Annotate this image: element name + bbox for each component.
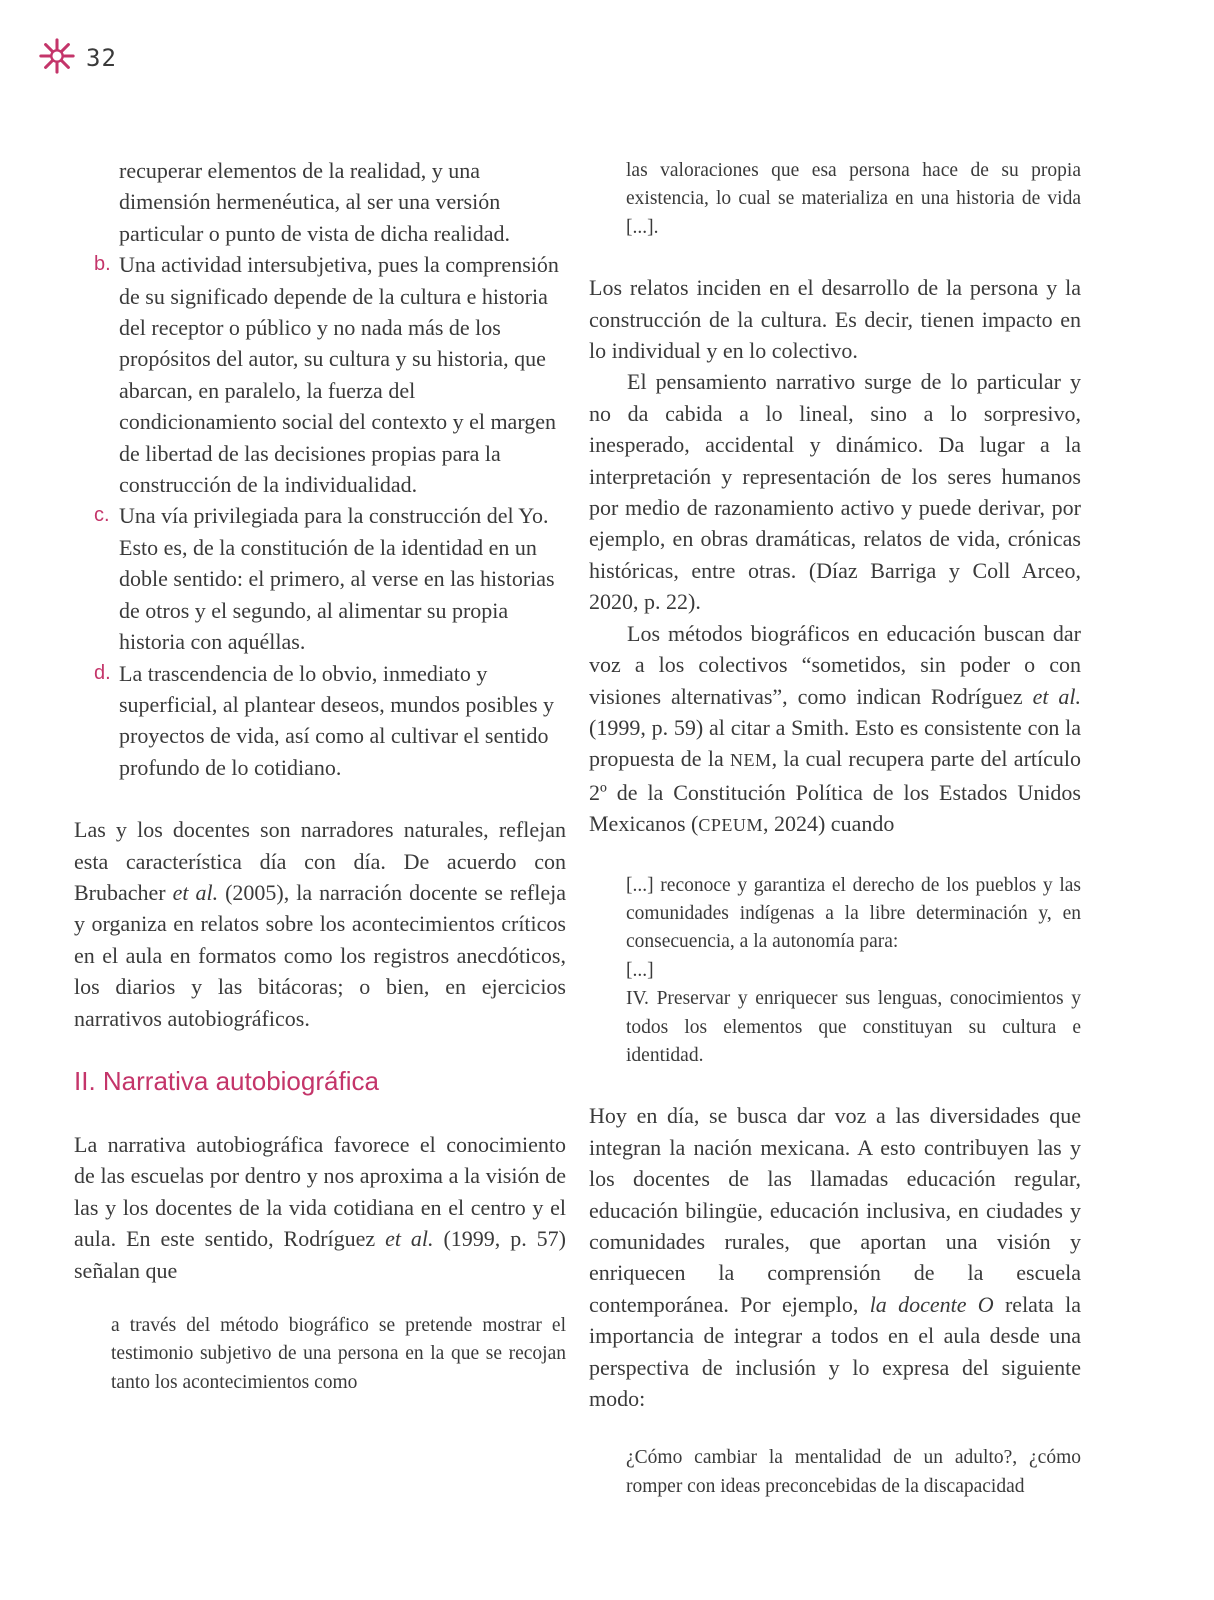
- text-span: Hoy en día, se busca dar voz a las diversidades que integran la nación mexicana. A esto contribuyen las y los docentes de las llamadas educación regular, educación bilingüe, educación inclusiva, en ciudades y comunidades rurales, que aportan una visión y enriquecen la comprensión de la escuela contemporánea. Por ejemplo,: [589, 1103, 1081, 1317]
- list-item-b: [74, 249, 566, 500]
- list-letter-c: c.: [94, 504, 110, 527]
- paragraph-narradores: [74, 814, 566, 1034]
- text-span: Las y los docentes son narradores naturales, reflejan esta característica día con día. De acuerdo con Brubacher: [74, 817, 566, 905]
- acronym-nem: NEM: [730, 750, 772, 771]
- block-quote-metodo-biografico: a través del método biográfico se pretende mostrar el testimonio subjetivo de una persona en la que se recojan tanto los acontecimientos como: [111, 1315, 566, 1393]
- list-item-d-text: La trascendencia de lo obvio, inmediato y superficial, al plantear deseos, mundos posibles y proyectos de vida, así como al cultivar el sentido profundo de lo cotidiano.: [119, 660, 555, 780]
- page-number: 32: [86, 44, 117, 72]
- right-column: [589, 155, 1081, 1501]
- paragraph-metodos-biograficos: [589, 618, 1081, 842]
- text-span: , 2024) cuando: [762, 811, 895, 837]
- italic-span: et al.: [172, 879, 219, 905]
- acronym-cpeum: CPEUM: [698, 815, 763, 836]
- page-header: [38, 38, 117, 78]
- list-letter-d: d.: [94, 661, 111, 684]
- text-span: La narrativa autobiográfica favorece el conocimiento de las escuelas por dentro y nos aproxima a la visión de las y los docentes de la vida cotidiana en el centro y el aula. En este sentido, Rodríguez: [74, 1131, 566, 1252]
- text-span: , la cual recupera parte del artículo 2º de la Constitución Política de los Estados Unidos Mexicanos (: [589, 746, 1081, 837]
- list-item-b-text: Una actividad intersubjetiva, pues la comprensión de su significado depende de la cultura e historia del receptor o público y no nada más de los propósitos del autor, su cultura y su historia, que abarcan, en paralelo, la fuerza del condicionamiento social del contexto y el margen de libertad de las decisiones propias para la construcción de la individualidad.: [119, 252, 559, 498]
- section-heading: II. Narrativa autobiográfica: [74, 1065, 379, 1096]
- paragraph-diversidades: [589, 1100, 1081, 1414]
- italic-span: la docente O: [869, 1291, 994, 1317]
- quote-line: [...] reconoce y garantiza el derecho de los pueblos y las comunidades indígenas a la libre determinación y, en consecuencia, a la autonomía para:: [626, 874, 1081, 953]
- paragraph-pensamiento-narrativo: El pensamiento narrativo surge de lo particular y no da cabida a lo lineal, sino a lo sorpresivo, inesperado, accidental y dinámico. Da lugar a la interpretación y representación de los seres humanos por medio de razonamiento activo y puede derivar, por ejemplo, en obras dramáticas, relatos de vida, crónicas históricas, entre otras. (Díaz Barriga y Coll Arceo, 2020, p. 22).: [589, 369, 1081, 615]
- text-span: Los métodos biográficos en educación buscan dar voz a los colectivos “sometidos, sin poder o con visiones alternativas”, como indican Rodríguez: [589, 620, 1081, 709]
- left-column: [74, 155, 566, 1397]
- paragraph-narrativa-autobiografica: [74, 1129, 566, 1286]
- list-item-a-continuation: recuperar elementos de la realidad, y una dimensión hermenéutica, al ser una versión particular o punto de vista de dicha realidad.: [119, 158, 510, 246]
- block-quote-mentalidad: ¿Cómo cambiar la mentalidad de un adulto?, ¿cómo romper con ideas preconcebidas de la discapacidad: [626, 1447, 1081, 1497]
- italic-span: et al.: [385, 1226, 434, 1252]
- quote-ellipsis: [...]: [626, 959, 654, 981]
- block-quote-constitucion: [589, 872, 1081, 1071]
- text-span: (1999, p. 57) señalan que: [74, 1226, 566, 1283]
- text-span: (2005), la narración docente se refleja y organiza en relatos sobre los acontecimientos críticos en el aula en formatos como los registros anecdóticos, los diarios y las bitácoras; o bien, en ejercicios narrativos autobiográficos.: [74, 879, 566, 1031]
- block-quote-continuation: las valoraciones que esa persona hace de su propia existencia, lo cual se materializa en una historia de vida [...].: [626, 160, 1081, 238]
- asterisk-flower-icon: [38, 37, 76, 80]
- list-item-d: [74, 658, 566, 784]
- list-item-c-text: Una vía privilegiada para la construcción del Yo. Esto es, de la constitución de la identidad en un doble sentido: el primero, al verse en las historias de otros y el segundo, al alimentar su propia historia con aquéllas.: [119, 503, 555, 655]
- text-span: relata la importancia de integrar a todos en el aula desde una perspectiva de inclusión y lo expresa del siguiente modo:: [589, 1291, 1081, 1412]
- quote-line: IV. Preservar y enriquecer sus lenguas, conocimientos y todos los elementos que constituyan su cultura e identidad.: [626, 988, 1081, 1066]
- paragraph-relatos: Los relatos inciden en el desarrollo de la persona y la construcción de la cultura. Es decir, tienen impacto en lo individual y en lo colectivo.: [589, 275, 1081, 364]
- list-letter-b: b.: [94, 253, 111, 276]
- text-span: (1999, p. 59) al citar a Smith. Esto es consistente con la propuesta de la: [589, 714, 1081, 772]
- list-item-c: [74, 500, 566, 657]
- italic-span: et al.: [1032, 683, 1081, 709]
